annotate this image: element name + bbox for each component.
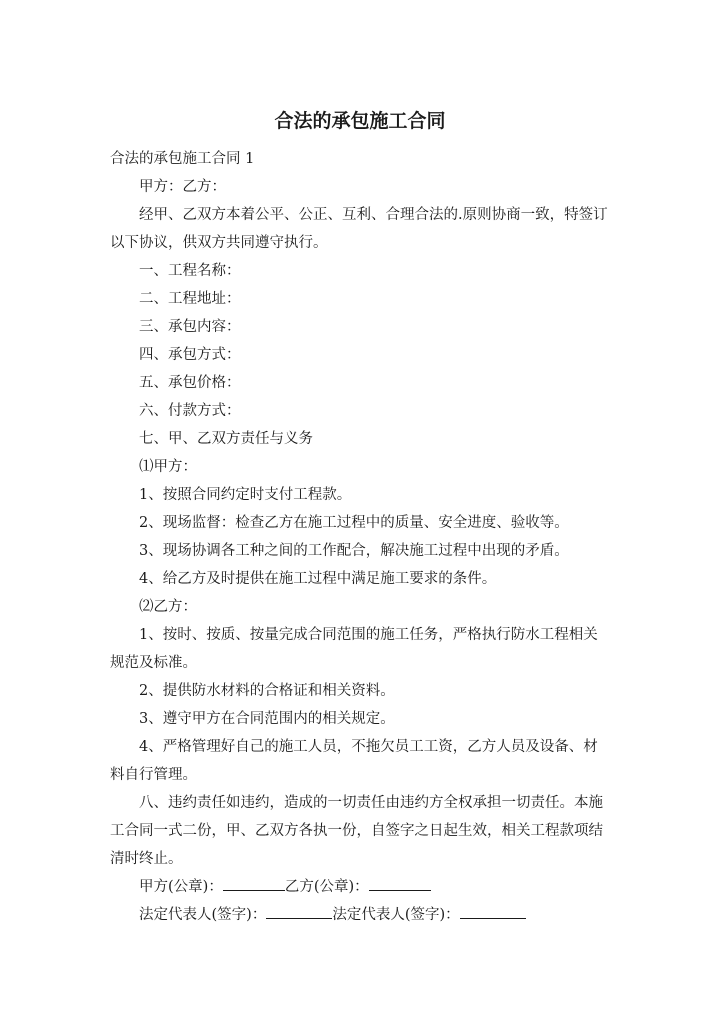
party-a-duty: 1、按照合同约定时支付工程款。	[139, 487, 352, 503]
rep-b-blank[interactable]	[460, 902, 526, 919]
party-b-duty: 2、提供防水材料的合格证和相关资料。	[139, 683, 395, 699]
party-b-duty: 1、按时、按质、按量完成合同范围的施工任务，严格执行防水工程相关规范及标准。	[110, 627, 598, 671]
clause-item: 六、付款方式：	[139, 403, 241, 419]
party-b-duty: 3、遵守甲方在合同范围内的相关规定。	[139, 711, 395, 727]
rep-a-label: 法定代表人(签字)：	[139, 907, 267, 923]
parties-line: 甲方：乙方：	[139, 179, 226, 195]
party-b-heading: ⑵乙方：	[139, 599, 197, 615]
clause-item: 七、甲、乙双方责任与义务	[139, 431, 313, 447]
rep-b-label: 法定代表人(签字)：	[332, 907, 460, 923]
clause-item: 二、工程地址：	[139, 291, 241, 307]
party-b-duty: 4、严格管理好自己的施工人员，不拖欠员工工资，乙方人员及设备、材料自行管理。	[110, 739, 598, 783]
party-a-duty: 3、现场协调各工种之间的工作配合，解决施工过程中出现的矛盾。	[139, 543, 569, 559]
seal-b-blank[interactable]	[369, 874, 431, 891]
clause-item: 一、工程名称：	[139, 263, 241, 279]
clause-item: 五、承包价格：	[139, 375, 241, 391]
representative-line	[110, 901, 610, 929]
intro-paragraph: 经甲、乙双方本着公平、公正、互利、合理合法的.原则协商一致，特签订以下协议，供双方共同遵守执行。	[110, 207, 608, 251]
document-title: 合法的承包施工合同	[274, 110, 446, 132]
seal-b-label: 乙方(公章)：	[284, 879, 369, 895]
seal-a-label: 甲方(公章)：	[139, 879, 223, 895]
seal-line	[110, 873, 610, 901]
document-subtitle: 合法的承包施工合同 1	[110, 151, 255, 167]
liability-paragraph: 八、违约责任如违约，造成的一切责任由违约方全权承担一切责任。本施工合同一式二份，甲、乙双方各执一份，自签字之日起生效，相关工程款项结清时终止。	[110, 795, 603, 867]
party-a-duty: 4、给乙方及时提供在施工过程中满足施工要求的条件。	[139, 571, 497, 587]
seal-a-blank[interactable]	[223, 874, 285, 891]
rep-a-blank[interactable]	[266, 902, 332, 919]
party-a-heading: ⑴甲方：	[139, 459, 197, 475]
party-a-duty: 2、现场监督：检查乙方在施工过程中的质量、安全进度、验收等。	[139, 515, 569, 531]
document-body	[110, 145, 610, 929]
clause-item: 三、承包内容：	[139, 319, 241, 335]
clause-item: 四、承包方式：	[139, 347, 241, 363]
